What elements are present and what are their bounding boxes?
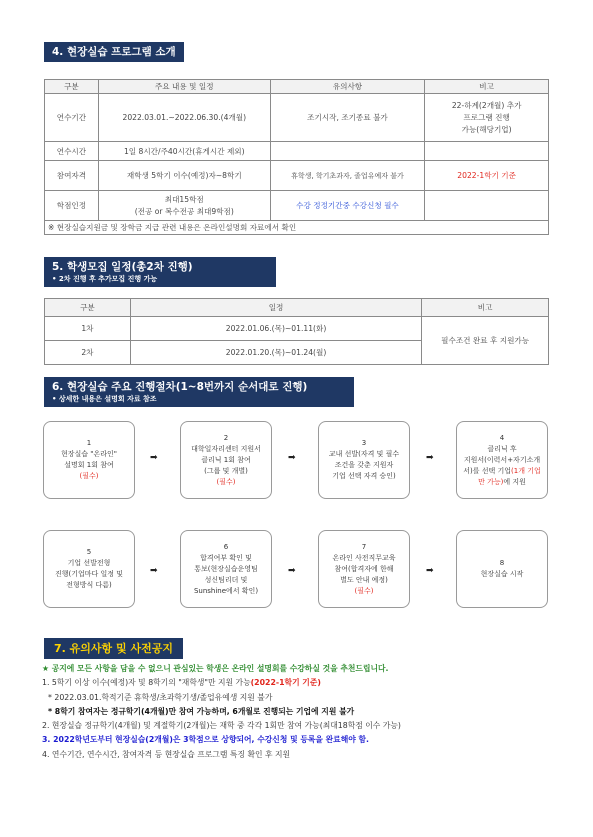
step-line: 전형방식 다름) — [66, 581, 112, 589]
step-required: (필수) — [79, 472, 99, 480]
step-line: 클리닉 후 — [487, 444, 517, 453]
step-6 — [180, 530, 272, 608]
row-remark — [425, 191, 549, 221]
section-4-title: 4. 현장실습 프로그램 소개 — [52, 46, 176, 58]
step-line: 현장실습 "온라인" — [61, 450, 117, 458]
row-caution — [270, 142, 425, 161]
section-7-title: 7. 유의사항 및 사전공지 — [54, 642, 173, 655]
step-line: (그룹 및 개별) — [204, 466, 248, 475]
arrow-icon: ➡ — [150, 566, 158, 576]
row-content: 재학생 5학기 이수(예정)자~8학기 — [98, 161, 270, 191]
note-item: 3. 2022학년도부터 현장실습(2개월)은 3학점으로 상향되어, 수강신청 및 등록을 완료해야 함. — [42, 735, 369, 745]
row-caution: 휴학생, 학기초과자, 졸업유예자 불가 — [270, 161, 425, 191]
section-6-title: 6. 현장실습 주요 진행절차(1~8번까지 순서대로 진행) — [52, 381, 308, 393]
step-7 — [318, 530, 410, 608]
table-row — [45, 191, 549, 221]
step-line: 진행(기업마다 일정 및 — [54, 570, 124, 578]
col-header: 구분 — [45, 299, 131, 317]
notes-list — [42, 662, 562, 762]
step-number: 1 — [86, 439, 92, 447]
step-line: 합격여부 확인 및 — [200, 553, 252, 562]
step-line: 설명회 1회 참여 — [64, 461, 114, 469]
col-header: 주요 내용 및 일정 — [98, 80, 270, 94]
step-number: 6 — [223, 542, 229, 551]
step-number: 7 — [361, 542, 367, 551]
note-item: 4. 연수기간, 연수시간, 참여자격 등 현장실습 프로그램 특징 확인 후 지원 — [42, 749, 291, 759]
section-5-title: 5. 학생모집 일정(총2차 진행) — [52, 261, 193, 273]
step-5 — [43, 530, 135, 608]
section-6-header — [44, 377, 354, 407]
row-remark — [425, 94, 549, 142]
step-2 — [180, 421, 272, 499]
round-date: 2022.01.20.(목)~01.24(월) — [130, 341, 421, 365]
row-caution: 조기시작, 조기종료 불가 — [270, 94, 425, 142]
table-row — [45, 317, 549, 341]
row-content: 2022.03.01.~2022.06.30.(4개월) — [98, 94, 270, 142]
note-item — [42, 676, 562, 690]
step-line — [461, 466, 543, 488]
note-item: 2. 현장실습 정규학기(4개월) 및 계절학기(2개월)는 재학 중 각각 1회만 참여 가능(최대18학점 이수 가능) — [42, 721, 401, 731]
col-header: 비고 — [425, 80, 549, 94]
arrow-icon: ➡ — [288, 566, 296, 576]
step-number: 5 — [86, 548, 92, 556]
col-header: 구분 — [45, 80, 99, 94]
arrow-icon: ➡ — [150, 453, 158, 463]
step-line: 현장실습 시작 — [480, 570, 524, 578]
step-line: 조건을 갖춘 지원자 — [334, 461, 394, 469]
round-label: 2차 — [45, 341, 131, 365]
row-label: 연수기간 — [45, 94, 99, 142]
section-7-header — [44, 638, 183, 659]
note-sub-item: * 8학기 참여자는 정규학기(4개월)만 참여 가능하며, 6개월로 진행되는 기업에 지원 불가 — [48, 706, 355, 716]
table-note: ※ 현장실습지원금 및 장학금 지급 관련 내용은 온라인설명회 자료에서 확인 — [45, 221, 549, 235]
note-highlight: (2022-1학기 기준) — [250, 678, 321, 688]
step-line-tail: 에 지원 — [503, 477, 526, 486]
step-line: 성신팀리더 및 — [204, 575, 248, 584]
row-remark — [425, 142, 549, 161]
arrow-icon: ➡ — [426, 566, 434, 576]
note-text: 1. 5학기 이상 이수(예정)자 및 8학기의 "재학생"만 지원 가능 — [42, 678, 251, 688]
remark-line: 22-하계(2개월) 추가 — [451, 100, 522, 110]
step-line: 기업 선택 자격 승인) — [332, 472, 396, 480]
schedule-remark: 필수조건 완료 후 지원가능 — [422, 317, 549, 365]
step-number: 8 — [499, 559, 505, 567]
arrow-icon: ➡ — [288, 453, 296, 463]
notes-star-line: ★ 공지에 모든 사항을 담을 수 없으니 관심있는 학생은 온라인 설명회를 수강하실 것을 추천드립니다. — [42, 664, 389, 673]
step-line: 통보(현장실습운영팀 — [194, 564, 258, 573]
step-line: Sunshine에서 확인) — [193, 586, 259, 595]
section-4-header — [44, 42, 184, 62]
content-line: 최대15학점 — [164, 194, 204, 204]
step-number: 3 — [361, 439, 367, 447]
step-3 — [318, 421, 410, 499]
step-line: 온라인 사전직무교육 — [332, 553, 396, 562]
step-required: (필수) — [354, 586, 374, 595]
step-required: (필수) — [216, 477, 236, 486]
row-content — [98, 191, 270, 221]
section-5-subtitle: • 2차 진행 후 추가모집 진행 가능 — [52, 275, 158, 283]
step-line: 대학일자리센터 지원서 — [191, 444, 261, 453]
note-sub-item: * 2022.03.01.학적기준 휴학생/초과학기생/졸업유예생 지원 불가 — [48, 692, 273, 702]
section-6-subtitle: • 상세한 내용은 설명회 자료 참조 — [52, 395, 157, 403]
schedule-table — [44, 298, 549, 365]
step-highlight: (1개 기업만 가능) — [478, 466, 541, 486]
row-remark: 2022-1학기 기준 — [425, 161, 549, 191]
row-label: 연수시간 — [45, 142, 99, 161]
row-label: 참여자격 — [45, 161, 99, 191]
row-label: 학점인정 — [45, 191, 99, 221]
row-content: 1일 8시간/주40시간(휴게시간 제외) — [98, 142, 270, 161]
step-line-text: 서)를 선택 기업 — [463, 466, 512, 475]
table-row — [45, 142, 549, 161]
arrow-icon: ➡ — [426, 453, 434, 463]
round-label: 1차 — [45, 317, 131, 341]
step-number: 2 — [223, 433, 229, 442]
step-line: 교내 선발(자격 및 필수 — [328, 450, 400, 458]
remark-line: 프로그램 진행 — [463, 112, 510, 122]
step-1 — [43, 421, 135, 499]
step-line: 기업 선발전형 — [67, 559, 111, 567]
remark-line: 가능(해당기업) — [461, 124, 512, 134]
program-table — [44, 79, 549, 235]
step-8 — [456, 530, 548, 608]
step-line: 클리닉 1회 참여 — [201, 455, 251, 464]
section-5-header — [44, 257, 276, 287]
col-header: 일정 — [130, 299, 421, 317]
col-header: 유의사항 — [270, 80, 425, 94]
round-date: 2022.01.06.(목)~01.11(화) — [130, 317, 421, 341]
step-4 — [456, 421, 548, 499]
table-row — [45, 161, 549, 191]
step-line: 지원서(이력서+자기소개 — [463, 455, 541, 464]
step-line: 참여(합격자에 한해 — [334, 564, 394, 573]
table-row — [45, 94, 549, 142]
step-number: 4 — [499, 433, 505, 442]
col-header: 비고 — [422, 299, 549, 317]
step-line: 별도 안내 예정) — [340, 575, 388, 584]
content-line: (전공 or 복수전공 최대9학점) — [134, 206, 234, 216]
row-caution: 수강 정정기간중 수강신청 필수 — [270, 191, 425, 221]
